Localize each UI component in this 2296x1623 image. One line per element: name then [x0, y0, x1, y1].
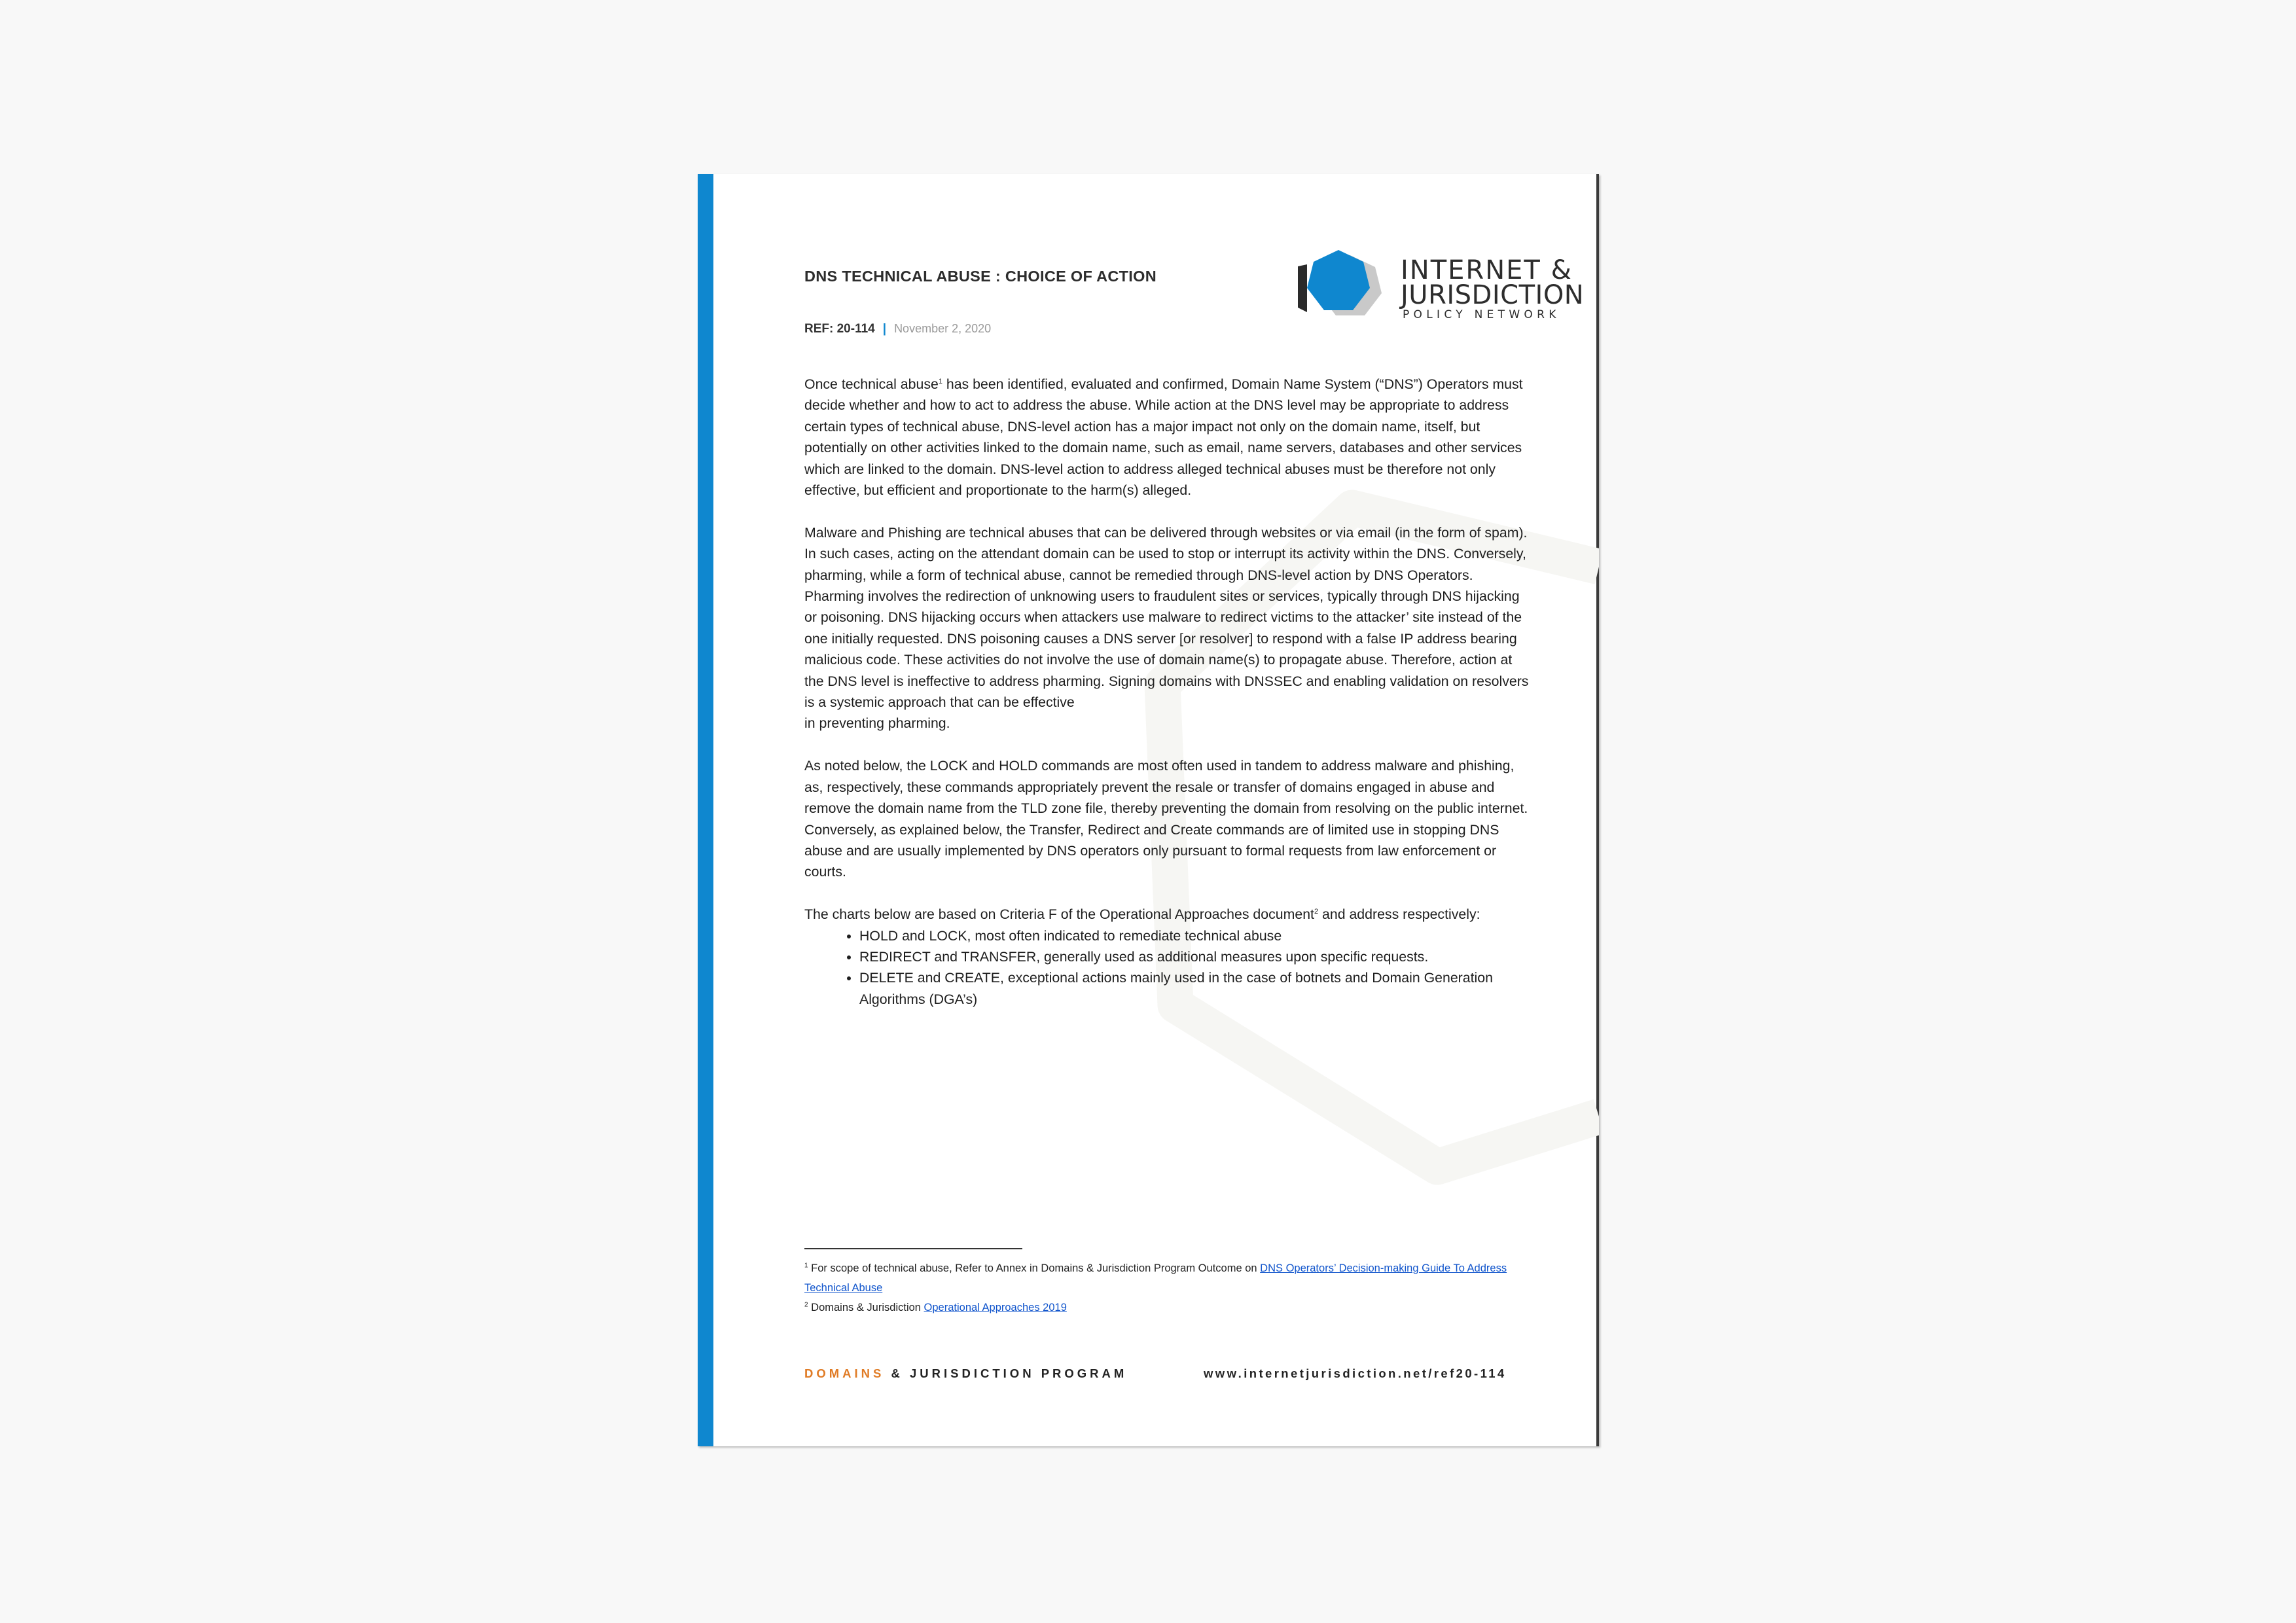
- bullet-list: [804, 925, 1531, 1010]
- document-title: DNS TECHNICAL ABUSE : CHOICE OF ACTION: [804, 268, 1157, 285]
- reference-separator: |: [882, 322, 887, 336]
- logo-line-3: POLICY NETWORK: [1403, 308, 1560, 321]
- operational-approaches-link[interactable]: Operational Approaches 2019: [924, 1302, 1067, 1313]
- reference-number: REF: 20-114: [804, 322, 875, 336]
- document-page: [698, 174, 1599, 1446]
- logo-dark-bar-icon: [1298, 264, 1307, 312]
- list-item: • DELETE and CREATE, exceptional actions mainly used in the case of botnets and Domain Generation Algorithms (DGA’s): [859, 967, 1531, 1010]
- footer-url: www.internetjurisdiction.net/ref20-114: [1204, 1366, 1507, 1380]
- paragraph-2: Malware and Phishing are technical abuses that can be delivered through websites or via email (in the form of spam). In such cases, acting on the attendant domain can be used to stop or interrupt its activity within the DNS. Conversely, pharming, while a form of technical abuse, cannot be remedied through DNS-level action by DNS Operators. Pharming involves the redirection of unknowing users to fraudulent sites or services, typically through DNS hijacking or poisoning. DNS hijacking occurs when attackers use malware to redirect victims to the attacker’ site instead of the one initially requested. DNS poisoning causes a DNS server [or resolver] to respond with a false IP address bearing malicious code. These activities do not involve the use of domain name(s) to propagate abuse. Therefore, action at the DNS level is ineffective to address pharming. Signing domains with DNSSEC and enabling validation on resolvers is a systemic approach that can be effective in preventing pharming.: [804, 524, 1529, 732]
- logo-line-1: INTERNET &: [1401, 255, 1573, 285]
- footer-program-accent: DOMAINS: [804, 1366, 885, 1380]
- logo-line-2: JURISDICTION: [1401, 280, 1585, 310]
- internet-jurisdiction-logo: [1298, 245, 1586, 323]
- paragraph-1: Once technical abuse$^1$ has been identified, evaluated and confirmed, Domain Name System (“DNS”) Operators must decide whether and how to act to address the abuse. While action at the DNS level may be appropriate to address certain types of technical abuse, DNS-level action has a major impact not only on the domain name, itself, but potentially on other activities linked to the domain name, such as email, name servers, databases and other services which are linked to the domain. DNS-level action to address alleged technical abuses must be therefore not only effective, but efficient and proportionate to the harm(s) alleged.: [804, 376, 1523, 499]
- paragraph-4: The charts below are based on Criteria F of the Operational Approaches document$^2$ and address respectively:: [804, 906, 1480, 923]
- footnote-divider: [804, 1248, 1022, 1249]
- footer-program: [804, 1366, 1127, 1381]
- paragraph-3: As noted below, the LOCK and HOLD commands are most often used in tandem to address malware and phishing, as, respectively, these commands appropriately prevent the resale or transfer of domains engaged in abuse and remove the domain name from the TLD zone file, thereby preventing the domain from resolving on the public internet. Conversely, as explained below, the Transfer, Redirect and Create commands are of limited use in stopping DNS abuse and are usually implemented by DNS operators only pursuant to formal requests from law enforcement or courts.: [804, 758, 1528, 880]
- footnotes: [804, 1258, 1531, 1317]
- footnote-ref-1[interactable]: 1: [938, 377, 942, 385]
- body-text: [804, 374, 1531, 1010]
- list-item: • HOLD and LOCK, most often indicated to remediate technical abuse: [859, 925, 1531, 946]
- footnote-1: $^1$ For scope of technical abuse, Refer to Annex in Domains & Jurisdiction Program Outcome on DNS Operators’ Decision-making Guide To Address Technical Abuse: [804, 1262, 1507, 1294]
- document-date: November 2, 2020: [894, 322, 992, 335]
- list-item: • REDIRECT and TRANSFER, generally used as additional measures upon specific requests.: [859, 946, 1531, 967]
- decision-making-guide-link[interactable]: DNS Operators’ Decision-making Guide To Address Technical Abuse: [804, 1262, 1507, 1294]
- footnote-ref-2[interactable]: 2: [1314, 908, 1319, 916]
- reference-line: [804, 322, 991, 336]
- footer-program-rest: & JURISDICTION PROGRAM: [884, 1366, 1128, 1380]
- footnote-2: $^2$ Domains & Jurisdiction Operational Approaches 2019: [804, 1301, 1067, 1313]
